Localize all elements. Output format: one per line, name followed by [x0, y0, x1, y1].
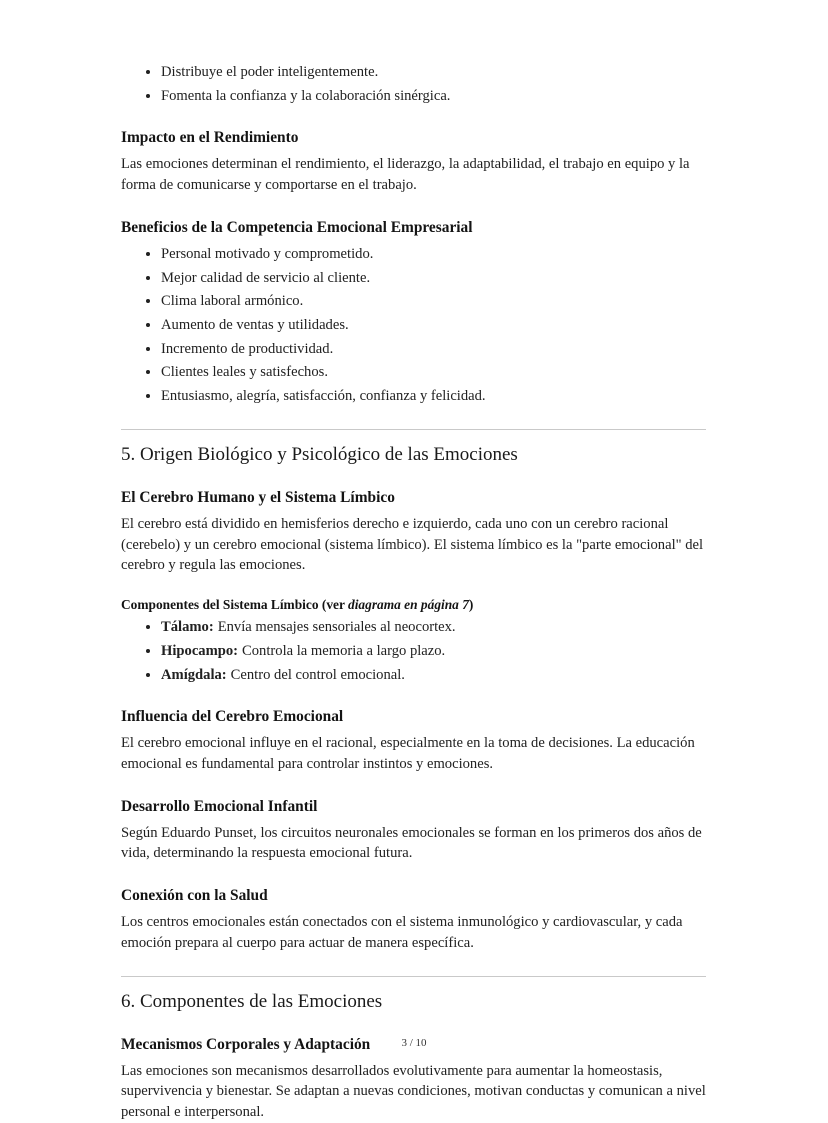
subsection-heading-beneficios: Beneficios de la Competencia Emocional Empresarial: [121, 218, 473, 236]
paragraph-influencia: El cerebro emocional influye en el racional, especialmente en la toma de decisiones. La educación emocional es fundamental para controlar instintos y emociones.: [121, 735, 695, 772]
bullet-item: [161, 665, 706, 686]
bullet-desc: Controla la memoria a largo plazo.: [242, 642, 446, 659]
minor-heading-italic: diagrama en página 7: [348, 597, 469, 613]
paragraph-desarrollo: Según Eduardo Punset, los circuitos neuronales emocionales se forman en los primeros dos años de vida, determinando la respuesta emocional futura.: [121, 824, 702, 862]
subsection-heading-conexion: Conexión con la Salud: [121, 887, 268, 905]
bullet-item: • Clima laboral armónico.: [161, 291, 706, 312]
componentes-bullet-list: [121, 617, 706, 685]
bullet-item: • Entusiasmo, alegría, satisfacción, confianza y felicidad.: [161, 386, 706, 407]
bullet-desc: Centro del control emocional.: [230, 666, 405, 683]
bullet-item: • Mejor calidad de servicio al cliente.: [161, 268, 706, 289]
bullet-item: • Clientes leales y satisfechos.: [161, 362, 706, 383]
bullet-term: Tálamo:: [161, 619, 214, 636]
section-divider: [121, 429, 706, 430]
bullet-item: • Aumento de ventas y utilidades.: [161, 315, 706, 336]
paragraph-mecanismos: Las emociones son mecanismos desarrollados evolutivamente para aumentar la homeostasis, supervivencia y bienestar. Se adaptan a nuevas condiciones, motivan conductas y comunican a nivel personal e interpersonal.: [121, 1062, 706, 1120]
page-number: 3 / 10: [401, 1037, 427, 1049]
bullet-item: [161, 641, 706, 662]
bullet-item: • Fomenta la confianza y la colaboración sinérgica.: [161, 86, 706, 107]
bullet-item: • Incremento de productividad.: [161, 339, 706, 360]
section-heading-6: 6. Componentes de las Emociones: [121, 990, 383, 1012]
intro-bullet-list: [121, 62, 706, 106]
subsection-heading-influencia: Influencia del Cerebro Emocional: [121, 708, 344, 726]
bullet-item: • Personal motivado y comprometido.: [161, 244, 706, 265]
subsection-heading-desarrollo: Desarrollo Emocional Infantil: [121, 797, 318, 815]
subsection-heading-impacto: Impacto en el Rendimiento: [121, 129, 299, 147]
page-footer: [0, 1037, 828, 1049]
minor-heading-componentes: [121, 597, 706, 613]
section-divider: [121, 976, 706, 977]
bullet-item: [161, 617, 706, 638]
beneficios-bullet-list: [121, 244, 706, 407]
subsection-heading-mecanismos: Mecanismos Corporales y Adaptación: [121, 1035, 371, 1053]
bullet-item: • Distribuye el poder inteligentemente.: [161, 62, 706, 83]
bullet-term: Amígdala:: [161, 666, 227, 683]
paragraph-cerebro: El cerebro está dividido en hemisferios derecho e izquierdo, cada uno con un cerebro racional (cerebelo) y un cerebro emocional (sistema límbico). El sistema límbico es la "parte emocional" del cerebro y regula las emociones.: [121, 515, 704, 574]
paragraph-conexion: Los centros emocionales están conectados con el sistema inmunológico y cardiovascular, y cada emoción prepara al cuerpo para actuar de manera específica.: [121, 914, 683, 951]
bullet-term: Hipocampo:: [161, 642, 239, 659]
subsection-heading-cerebro: El Cerebro Humano y el Sistema Límbico: [121, 488, 395, 506]
section-heading-5: 5. Origen Biológico y Psicológico de las Emociones: [121, 443, 518, 465]
minor-heading-suffix: ): [468, 597, 474, 613]
minor-heading-prefix: Componentes del Sistema Límbico (ver: [121, 597, 349, 613]
paragraph-impacto: Las emociones determinan el rendimiento, el liderazgo, la adaptabilidad, el trabajo en equipo y la forma de comunicarse y comportarse en el trabajo.: [121, 156, 690, 194]
bullet-desc: Envía mensajes sensoriales al neocortex.: [217, 619, 456, 636]
